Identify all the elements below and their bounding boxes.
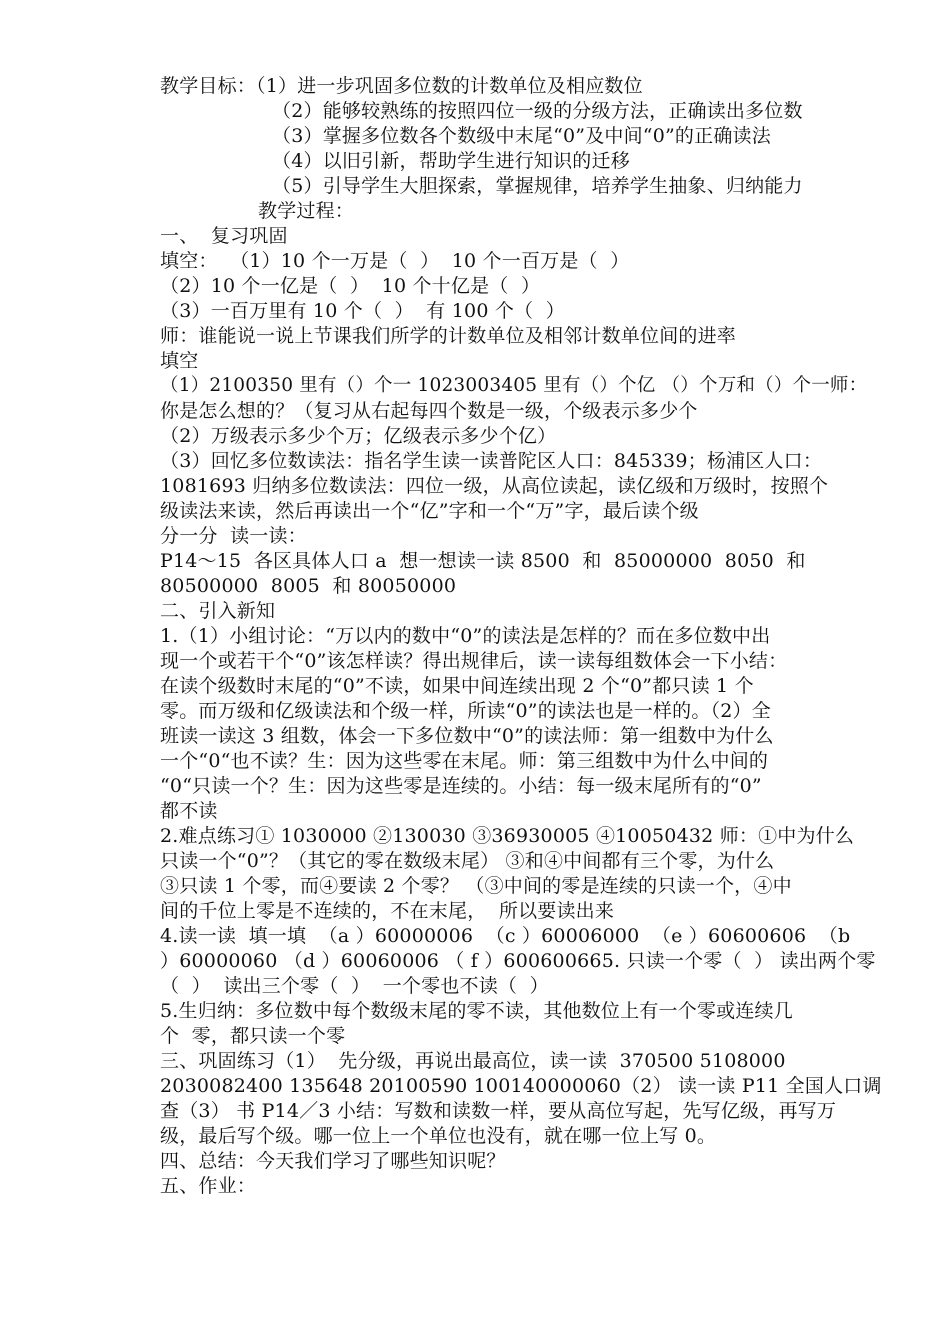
text-line: 间的千位上零是不连续的，不在末尾， 所以要读出来 bbox=[160, 900, 615, 922]
text-line: 你是怎么想的？（复习从右起每四个数是一级，个级表示多少个 bbox=[160, 400, 698, 422]
text-line: （4）以旧引新，帮助学生进行知识的迁移 bbox=[272, 150, 630, 172]
text-line: 教学目标：（1）进一步巩固多位数的计数单位及相应数位 bbox=[160, 75, 643, 97]
text-line: ）60000060 （d ）60060006 （ f ）600600665. 只读一个零（ ） 读出两个零 bbox=[160, 950, 876, 972]
text-line: ③只读 1 个零，而④要读 2 个零？ （③中间的零是连续的只读一个，④中 bbox=[160, 875, 792, 897]
text-line: 4.读一读 填一填 （a ）60000006 （c ）60006000 （e ）60600606 （b bbox=[160, 925, 851, 947]
section-heading: 一、 复习巩固 bbox=[160, 225, 288, 247]
text-line: 班读一读这 3 组数，体会一下多位数中“0”的读法师：第一组数中为什么 bbox=[160, 725, 774, 747]
text-line: （3）一百万里有 10 个（ ） 有 100 个（ ） bbox=[160, 300, 565, 322]
text-line: 级读法来读，然后再读出一个“亿”字和一个“万”字，最后读个级 bbox=[160, 500, 699, 522]
text-line: P14～15 各区具体人口 a 想一想读一读 8500 和 85000000 8050 和 bbox=[160, 550, 806, 572]
text-line: （5）引导学生大胆探索，掌握规律，培养学生抽象、归纳能力 bbox=[272, 175, 803, 197]
text-line: （2）万级表示多少个万；亿级表示多少个亿） bbox=[160, 425, 557, 447]
section-heading: 三、巩固练习（1） 先分级，再说出最高位，读一读 370500 5108000 bbox=[160, 1050, 786, 1072]
section-heading: 二、引入新知 bbox=[160, 600, 276, 622]
text-line: 一个“0“也不读？生：因为这些零在末尾。师：第三组数中为什么中间的 bbox=[160, 750, 769, 772]
section-heading: 五、作业： bbox=[160, 1175, 257, 1197]
text-line: 填空： （1）10 个一万是（ ） 10 个一百万是（ ） bbox=[160, 250, 630, 272]
text-line: 只读一个“0”？（其它的零在数级末尾） ③和④中间都有三个零，为什么 bbox=[160, 850, 775, 872]
text-line: 现一个或若干个“0”该怎样读？得出规律后，读一读每组数体会一下小结： bbox=[160, 650, 788, 672]
text-line: 填空 bbox=[160, 350, 199, 372]
text-line: （3）回忆多位数读法：指名学生读一读普陀区人口：845339；杨浦区人口： bbox=[160, 450, 823, 472]
text-line: 个 零，都只读一个零 bbox=[160, 1025, 346, 1047]
text-line: （1）2100350 里有（）个一 1023003405 里有（）个亿 （）个万和（）个一师： bbox=[160, 375, 868, 396]
text-line: 2.难点练习① 1030000 ②130030 ③36930005 ④10050432 师：①中为什么 bbox=[160, 825, 855, 847]
text-line: 零。而万级和亿级读法和个级一样，所读“0”的读法也是一样的。（2）全 bbox=[160, 700, 771, 722]
text-line: 师：谁能说一说上节课我们所学的计数单位及相邻计数单位间的进率 bbox=[160, 325, 737, 347]
text-line: 教学过程： bbox=[258, 200, 355, 222]
text-line: “0“只读一个？生：因为这些零是连续的。小结：每一级末尾所有的“0” bbox=[160, 775, 762, 797]
text-line: 80500000 8005 和 80050000 bbox=[160, 575, 457, 597]
text-line: 在读个级数时末尾的“0”不读，如果中间连续出现 2 个“0”都只读 1 个 bbox=[160, 675, 754, 697]
text-line: 2030082400 135648 20100590 100140000060（2） 读一读 P11 全国人口调 bbox=[160, 1075, 882, 1097]
text-line: 5.生归纳：多位数中每个数级末尾的零不读，其他数位上有一个零或连续几 bbox=[160, 1000, 793, 1022]
section-heading: 四、总结：今天我们学习了哪些知识呢？ bbox=[160, 1150, 506, 1172]
text-line: 1081693 归纳多位数读法：四位一级，从高位读起，读亿级和万级时，按照个 bbox=[160, 475, 829, 497]
text-line: 查（3） 书 P14／3 小结：写数和读数一样，要从高位写起，先写亿级，再写万 bbox=[160, 1100, 837, 1122]
text-line: （ ） 读出三个零（ ） 一个零也不读（ ） bbox=[160, 975, 549, 997]
text-line: 级，最后写个级。哪一位上一个单位也没有，就在哪一位上写 0。 bbox=[160, 1125, 717, 1147]
text-line: （2）能够较熟练的按照四位一级的分级方法，正确读出多位数 bbox=[272, 100, 803, 122]
text-line: 分一分 读一读： bbox=[160, 525, 307, 547]
text-line: （3）掌握多位数各个数级中末尾“0”及中间“0”的正确读法 bbox=[272, 125, 771, 147]
text-line: 都不读 bbox=[160, 800, 218, 822]
text-line: 1.（1）小组讨论：“万以内的数中“0”的读法是怎样的？而在多位数中出 bbox=[160, 625, 771, 647]
text-line: （2）10 个一亿是（ ） 10 个十亿是（ ） bbox=[160, 275, 541, 297]
